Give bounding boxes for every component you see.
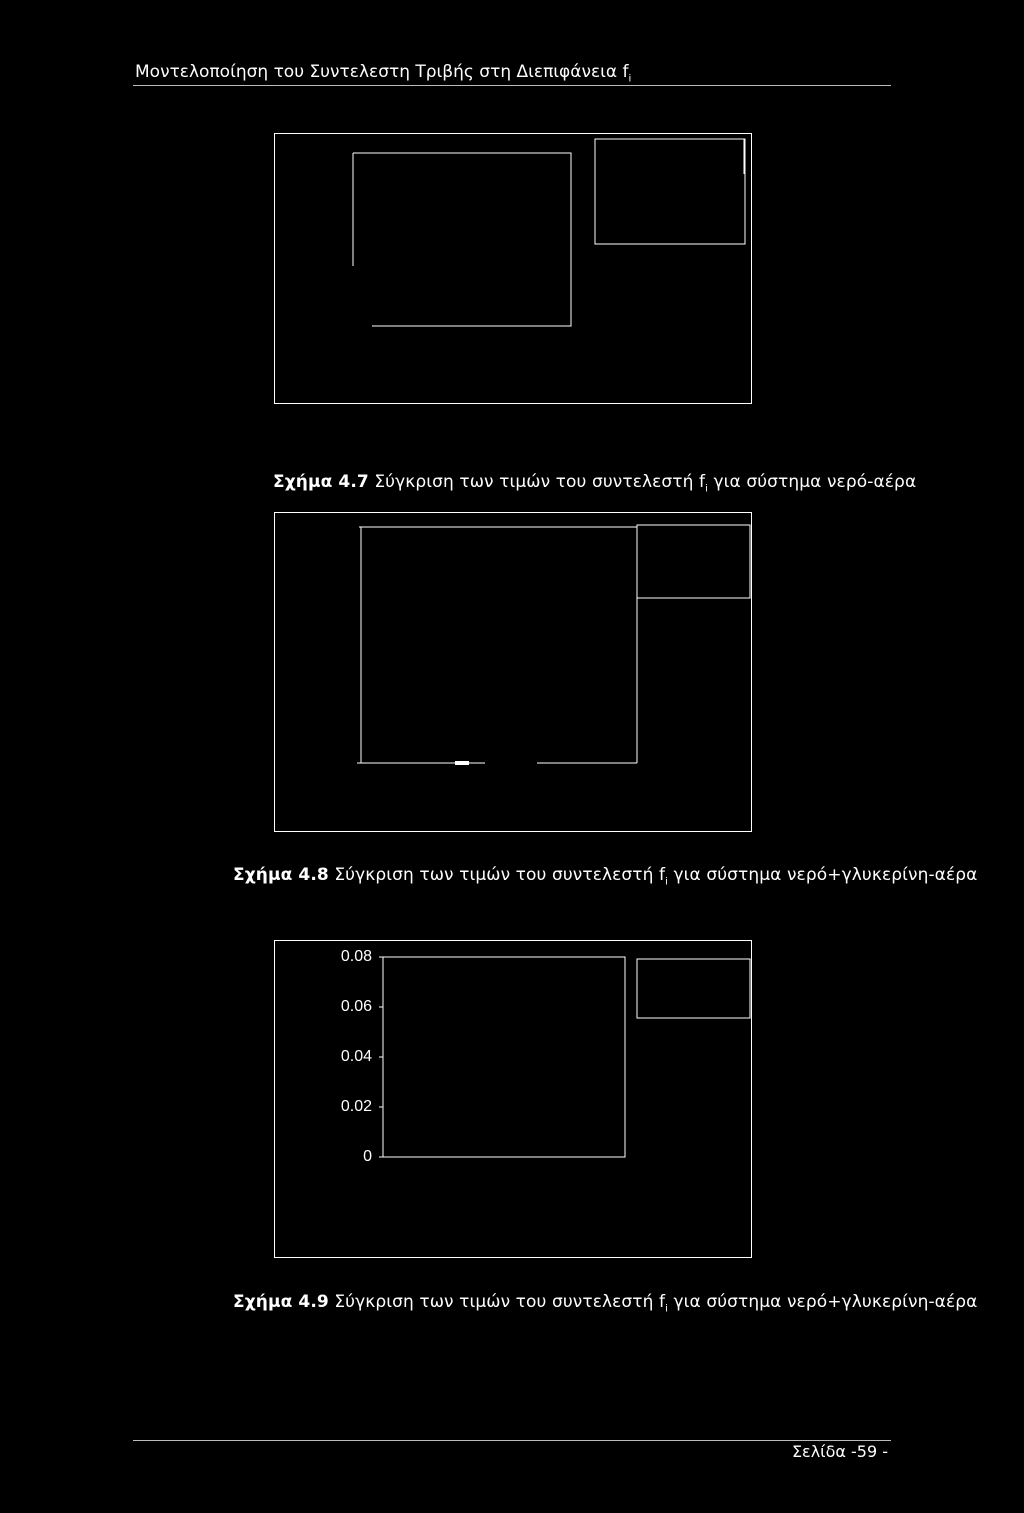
figure-4-8-frame bbox=[274, 512, 752, 832]
figure-4-7-plot bbox=[275, 134, 751, 403]
y-tick-label: 0 bbox=[363, 1148, 372, 1165]
y-tick-label: 0.04 bbox=[340, 1048, 372, 1065]
figure-4-9-caption: Σχήμα 4.9 Σύγκριση των τιμών του συντελεστή $f_i$ για σύστημα νερό+γλυκερίνη-αέρα bbox=[233, 1292, 978, 1315]
header-rule bbox=[133, 85, 891, 86]
plot-area-border bbox=[353, 153, 571, 326]
legend-box bbox=[595, 139, 745, 244]
figure-4-7-frame bbox=[274, 133, 752, 404]
data-marker bbox=[455, 761, 469, 765]
figure-4-8-caption: Σχήμα 4.8 Σύγκριση των τιμών του συντελεστή $f_i$ για σύστημα νερό+γλυκερίνη-αέρα bbox=[233, 865, 978, 888]
figure-4-9-frame bbox=[274, 940, 752, 1258]
y-tick-label: 0.08 bbox=[340, 948, 372, 965]
legend-box bbox=[637, 959, 750, 1018]
page-number: Σελίδα -59 - bbox=[791, 1442, 888, 1461]
running-header: Μοντελοποίηση του Συντελεστη Τριβής στη Διεπιφάνεια $f_i$ bbox=[135, 62, 632, 85]
legend-box bbox=[637, 525, 750, 598]
figure-4-8-plot bbox=[275, 513, 751, 831]
plot-area-border bbox=[383, 957, 625, 1157]
y-tick-label: 0.06 bbox=[340, 998, 372, 1015]
figure-4-7-caption: Σχήμα 4.7 Σύγκριση των τιμών του συντελεστή $f_i$ για σύστημα νερό-αέρα bbox=[273, 472, 917, 495]
footer-rule bbox=[133, 1440, 891, 1441]
y-tick-label: 0.02 bbox=[340, 1098, 372, 1115]
